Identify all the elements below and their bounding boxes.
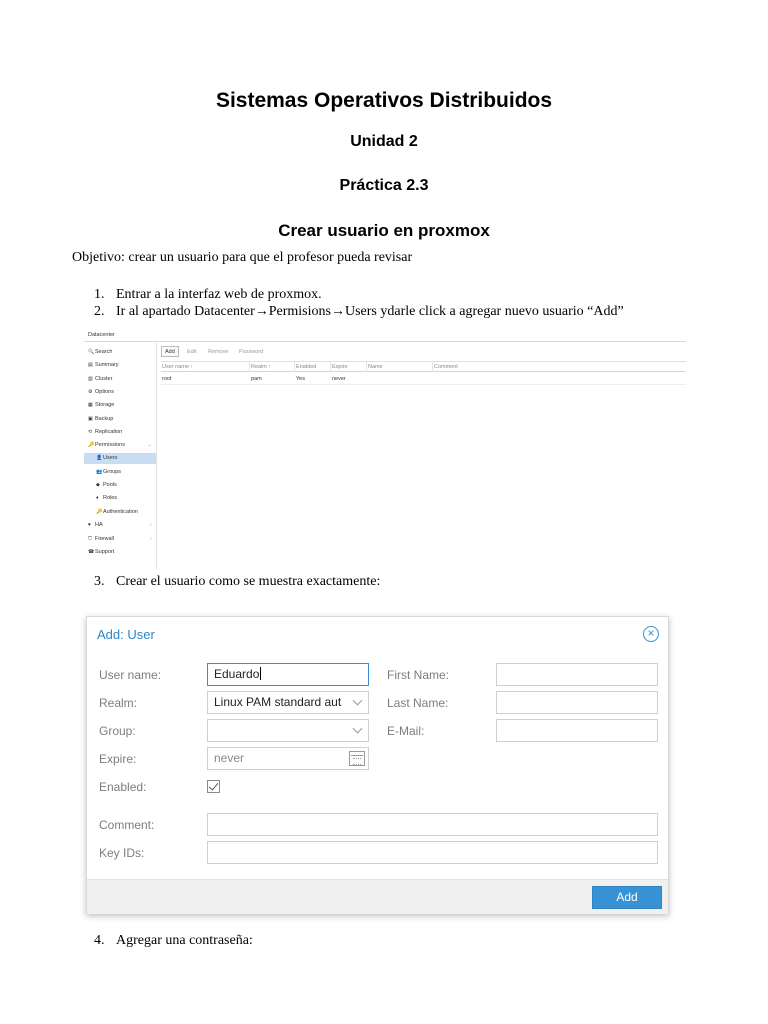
users-table-header bbox=[161, 361, 686, 372]
expire-date-field[interactable] bbox=[207, 747, 369, 770]
sidebar-item-backup[interactable] bbox=[84, 414, 156, 425]
document-title: Sistemas Operativos Distribuidos bbox=[215, 89, 553, 112]
sidebar-item-permissions[interactable] bbox=[84, 440, 156, 451]
sidebar-item-authentication[interactable] bbox=[84, 507, 156, 518]
chevron-down-icon bbox=[353, 724, 363, 734]
users-icon: 👥 bbox=[96, 469, 103, 475]
text-caret bbox=[260, 667, 261, 680]
sidebar-item-pools[interactable] bbox=[84, 480, 156, 491]
column-header[interactable]: Expire bbox=[331, 362, 367, 372]
sidebar-item-firewall[interactable] bbox=[84, 534, 156, 545]
gear-icon: ⚙ bbox=[88, 389, 93, 395]
realm-value: Linux PAM standard aut bbox=[214, 695, 342, 709]
sidebar-item-groups[interactable] bbox=[84, 467, 156, 478]
dialog-title: Add: User bbox=[97, 627, 155, 642]
comment-label: Comment: bbox=[99, 818, 155, 832]
remove-button[interactable]: Remove bbox=[208, 349, 229, 355]
sidebar-item-label: Authentication bbox=[103, 509, 138, 515]
group-select[interactable] bbox=[207, 719, 369, 742]
sidebar-item-users[interactable] bbox=[84, 453, 156, 464]
datacenter-header: Datacenter bbox=[88, 332, 115, 338]
cell-expire: never bbox=[332, 376, 346, 382]
key-icon: 🔑 bbox=[96, 509, 103, 515]
chevron-down-icon: ⌄ bbox=[147, 442, 152, 448]
sidebar-item-label: Firewall bbox=[95, 536, 114, 542]
column-header[interactable]: Comment bbox=[434, 364, 458, 370]
document-unit: Unidad 2 bbox=[350, 133, 418, 150]
add-button[interactable]: Add bbox=[161, 346, 179, 357]
table-row[interactable] bbox=[161, 374, 686, 385]
sidebar-item-search[interactable] bbox=[84, 347, 156, 358]
sidebar-item-label: HA bbox=[95, 522, 103, 528]
password-button[interactable]: Password bbox=[239, 349, 264, 355]
calendar-icon[interactable] bbox=[349, 751, 365, 766]
step-text: Crear el usuario como se muestra exactamente: bbox=[116, 574, 381, 589]
users-panel-screenshot bbox=[84, 329, 686, 569]
last-name-input[interactable] bbox=[496, 691, 658, 714]
column-header[interactable]: Realm ↑ bbox=[250, 362, 295, 372]
heart-icon: ♥ bbox=[88, 522, 91, 528]
step-number: 2. bbox=[94, 304, 105, 319]
last-name-label: Last Name: bbox=[387, 696, 449, 710]
sidebar-item-ha[interactable] bbox=[84, 520, 156, 531]
sidebar-item-label: Cluster bbox=[95, 376, 113, 382]
column-header[interactable]: Enabled bbox=[295, 362, 331, 372]
chevron-down-icon bbox=[353, 696, 363, 706]
key-ids-label: Key IDs: bbox=[99, 846, 145, 860]
expire-value: never bbox=[214, 751, 245, 765]
add-user-dialog bbox=[86, 616, 669, 914]
sidebar-item-support[interactable] bbox=[84, 547, 156, 558]
step-number: 4. bbox=[94, 933, 105, 948]
user-name-input[interactable] bbox=[207, 663, 369, 686]
role-icon: ♦ bbox=[96, 495, 99, 501]
sidebar-item-replication[interactable] bbox=[84, 427, 156, 438]
tag-icon: ◆ bbox=[96, 482, 100, 488]
column-header[interactable]: Name bbox=[367, 362, 433, 372]
group-label: Group: bbox=[99, 724, 136, 738]
step-3 bbox=[94, 574, 380, 590]
objective-text: Objetivo: crear un usuario para que el profesor pueda revisar bbox=[72, 250, 413, 265]
replication-icon: ⟲ bbox=[88, 429, 93, 435]
cell-enabled: Yes bbox=[296, 376, 305, 382]
user-name-value: Eduardo bbox=[214, 667, 260, 681]
close-icon[interactable]: × bbox=[643, 626, 659, 642]
sidebar-item-label: Search bbox=[95, 349, 113, 355]
sidebar-item-label: Summary bbox=[95, 362, 119, 368]
dialog-footer bbox=[87, 879, 668, 914]
sidebar bbox=[84, 343, 157, 569]
first-name-input[interactable] bbox=[496, 663, 658, 686]
step-1 bbox=[94, 287, 322, 303]
sidebar-item-label: Backup bbox=[95, 416, 114, 422]
chevron-right-icon: › bbox=[150, 536, 152, 542]
divider bbox=[84, 341, 686, 342]
step-text: Entrar a la interfaz web de proxmox. bbox=[116, 287, 322, 302]
sidebar-item-label: Permissions bbox=[95, 442, 125, 448]
sidebar-item-storage[interactable] bbox=[84, 400, 156, 411]
sidebar-item-label: Support bbox=[95, 549, 115, 555]
sidebar-item-label: Groups bbox=[103, 469, 122, 475]
sidebar-item-label: Storage bbox=[95, 402, 115, 408]
step-text: Ir al apartado Datacenter→Permisions→Users ydarle click a agregar nuevo usuario “Add” bbox=[116, 304, 624, 319]
support-icon: ☎ bbox=[88, 549, 95, 555]
add-user-button[interactable]: Add bbox=[592, 886, 662, 909]
key-ids-input[interactable] bbox=[207, 841, 658, 864]
sidebar-item-label: Pools bbox=[103, 482, 117, 488]
document-subtitle: Crear usuario en proxmox bbox=[278, 221, 490, 240]
sidebar-item-label: Roles bbox=[103, 495, 118, 501]
first-name-label: First Name: bbox=[387, 668, 450, 682]
sidebar-item-options[interactable] bbox=[84, 387, 156, 398]
backup-icon: ▣ bbox=[88, 416, 93, 422]
sidebar-item-label: Options bbox=[95, 389, 114, 395]
step-number: 1. bbox=[94, 287, 105, 302]
document-practice: Práctica 2.3 bbox=[339, 177, 429, 194]
cell-user: root bbox=[162, 376, 172, 382]
user-name-label: User name: bbox=[99, 668, 162, 682]
expire-label: Expire: bbox=[99, 752, 137, 766]
summary-icon: ▤ bbox=[88, 362, 93, 368]
step-number: 3. bbox=[94, 574, 105, 589]
sidebar-item-summary[interactable] bbox=[84, 360, 156, 371]
storage-icon: ▦ bbox=[88, 402, 93, 408]
enabled-checkbox[interactable] bbox=[207, 780, 220, 793]
sidebar-item-cluster[interactable] bbox=[84, 374, 156, 385]
user-icon: 👤 bbox=[96, 455, 103, 461]
sidebar-item-label: Replication bbox=[95, 429, 123, 435]
column-header[interactable]: User name ↑ bbox=[161, 362, 250, 372]
realm-label: Realm: bbox=[99, 696, 138, 710]
comment-input[interactable] bbox=[207, 813, 658, 836]
email-label: E-Mail: bbox=[387, 724, 425, 738]
enabled-label: Enabled: bbox=[99, 780, 147, 794]
realm-select[interactable] bbox=[207, 691, 369, 714]
email-input[interactable] bbox=[496, 719, 658, 742]
step-text: Agregar una contraseña: bbox=[116, 933, 253, 948]
search-icon: 🔍 bbox=[88, 349, 95, 355]
cluster-icon: ▥ bbox=[88, 376, 93, 382]
key-icon: 🔑 bbox=[88, 442, 95, 448]
step-2 bbox=[94, 304, 624, 320]
shield-icon: ⛉ bbox=[88, 536, 92, 542]
edit-button[interactable]: Edit bbox=[187, 349, 197, 355]
chevron-right-icon: › bbox=[150, 522, 152, 528]
sidebar-item-roles[interactable] bbox=[84, 493, 156, 504]
sidebar-item-label: Users bbox=[103, 455, 118, 461]
cell-realm: pam bbox=[251, 376, 262, 382]
step-4 bbox=[94, 933, 253, 949]
